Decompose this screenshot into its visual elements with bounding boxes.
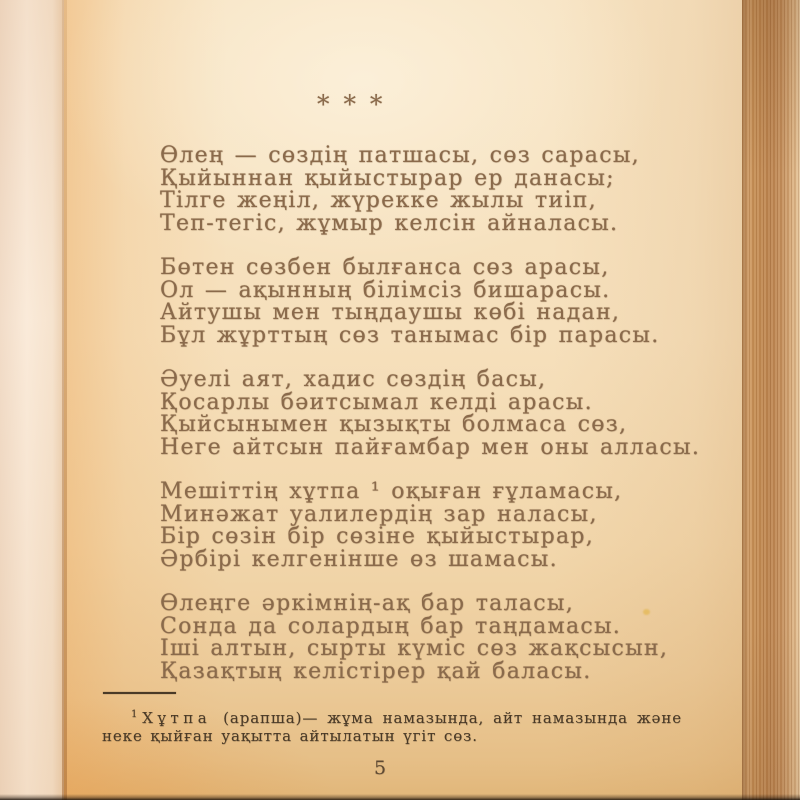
poem-line: Сонда да солардың бар таңдамасы. — [160, 613, 622, 639]
poem-line: Қосарлы бәитсымал келді арасы. — [160, 389, 593, 415]
book-page — [64, 0, 742, 800]
poem-line: Неге айтсын пайғамбар мен оны алласы. — [160, 434, 701, 460]
poem-line: Әрбірі келгенінше өз шамасы. — [160, 546, 558, 572]
poem-line: Мешіттің хұтпа ¹ оқыған ғұламасы, — [160, 479, 623, 504]
footnote-text: (арапша)— жұма намазында, айт намазында және неке қыйған уақытта айтылатын үгіт сөз. — [102, 709, 682, 745]
facing-page-edge — [0, 0, 64, 800]
paper-speck — [643, 609, 650, 615]
poem-line: Теп-тегіс, жұмыр келсін айналасы. — [160, 210, 619, 236]
book-fore-edge — [742, 0, 800, 800]
poem-line: Қазақтың келістірер қай баласы. — [160, 658, 592, 684]
stanza — [160, 593, 700, 683]
poem-line: Минәжат уалилердің зар наласы, — [160, 501, 598, 527]
poem-line: Бұл жұрттың сөз танымас бір парасы. — [160, 322, 660, 348]
stanza — [160, 369, 700, 459]
page-number: 5 — [373, 757, 387, 779]
poem-line: Бөтен сөзбен былғанса сөз арасы, — [160, 255, 610, 280]
poem-line: Қыйыннан қыйыстырар ер данасы; — [160, 165, 615, 191]
footnote-marker: 1 — [131, 709, 139, 720]
poem-line: Тілге жеңіл, жүрекке жылы тиіп, — [160, 188, 597, 213]
poem — [160, 145, 700, 705]
footnote-term: Хұтпа — [142, 709, 212, 727]
photo-shadow-bottom — [0, 794, 800, 800]
poem-line: Өлеңге әркімнің-ақ бар таласы, — [160, 591, 574, 616]
section-divider-asterisks: * * * — [317, 90, 383, 119]
footnote-rule — [103, 692, 176, 694]
poem-line: Әуелі аят, хадис сөздің басы, — [160, 367, 547, 392]
poem-line: Өлең — сөздің патшасы, сөз сарасы, — [160, 143, 640, 168]
poem-line: Ол — ақынның білімсіз бишарасы. — [160, 277, 611, 303]
poem-line: Бір сөзін бір сөзіне қыйыстырар, — [160, 524, 595, 549]
footnote — [102, 706, 682, 745]
poem-line: Айтушы мен тыңдаушы көбі надан, — [160, 300, 621, 325]
poem-line: Іші алтын, сырты күміс сөз жақсысын, — [160, 636, 669, 661]
stanza — [160, 257, 700, 347]
stanza — [160, 481, 700, 571]
stanza — [160, 145, 700, 235]
poem-line: Қыйсынымен қызықты болмаса сөз, — [160, 412, 628, 437]
